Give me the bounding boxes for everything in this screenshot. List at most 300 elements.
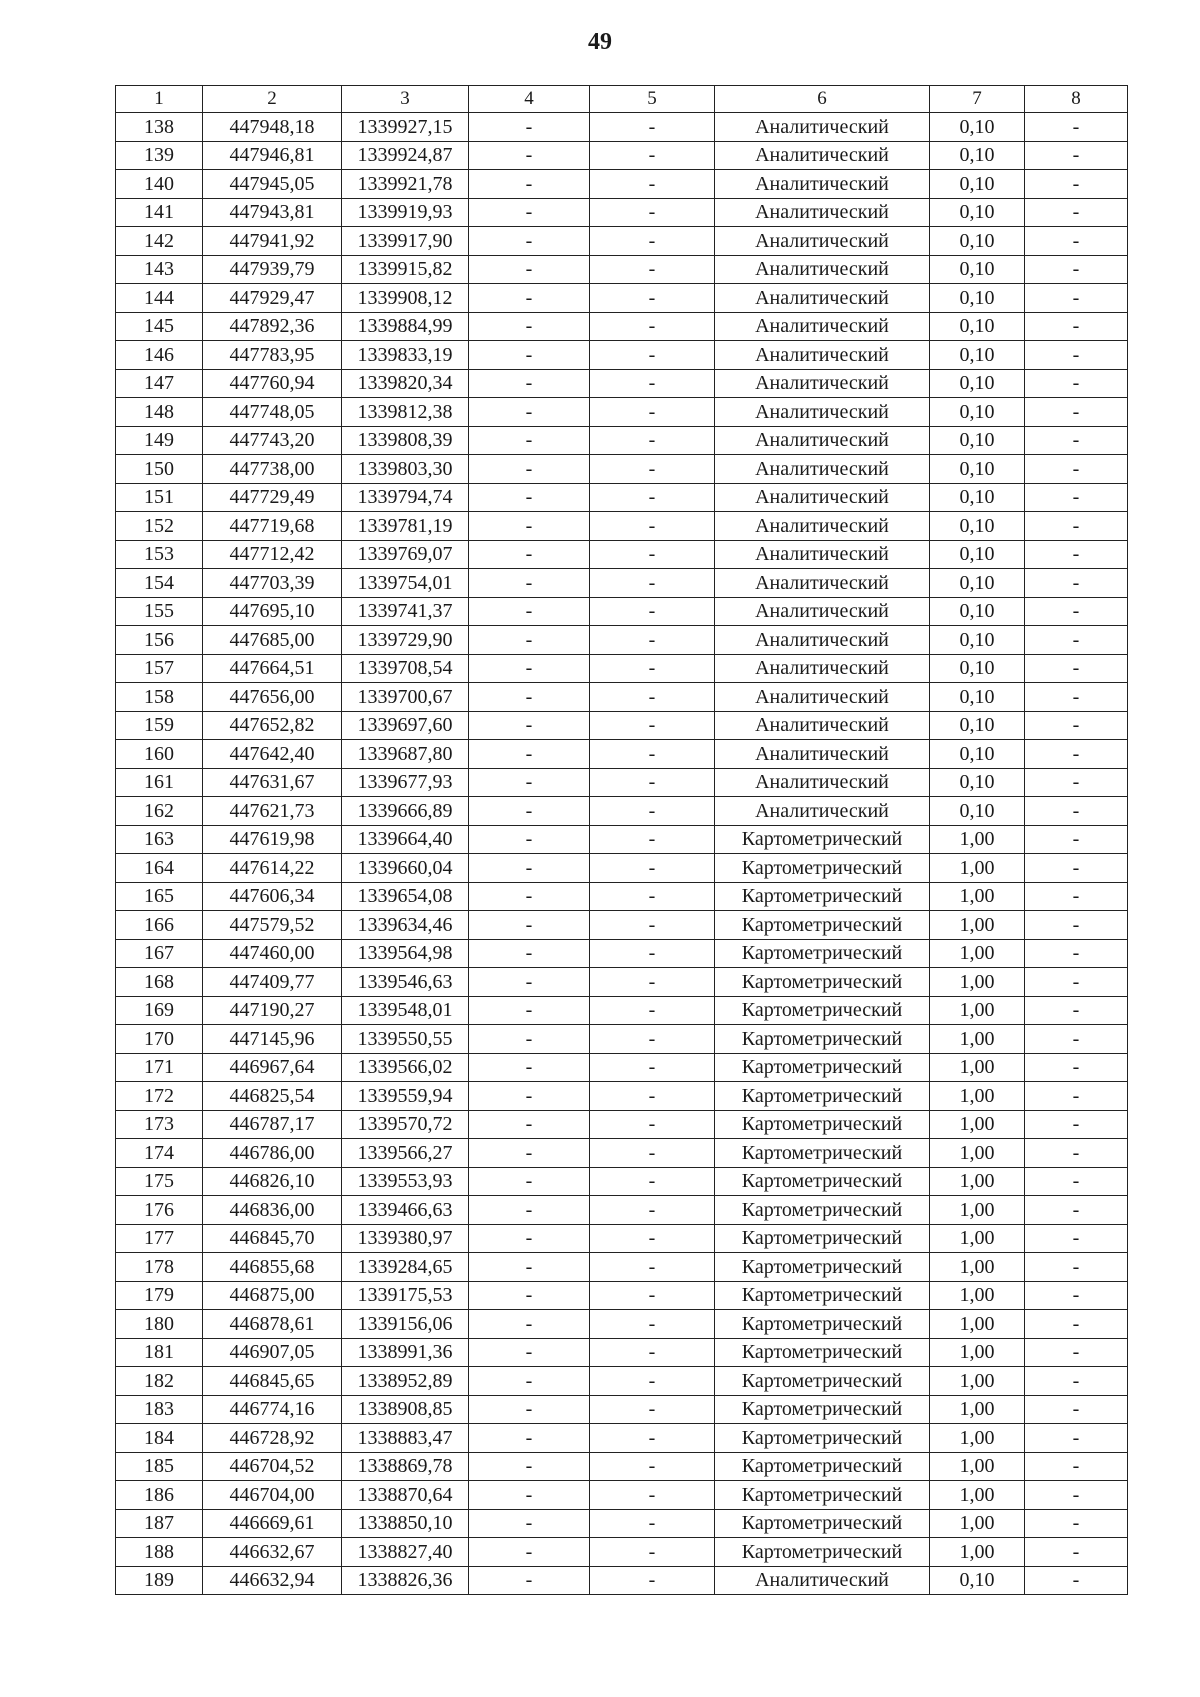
column-header: 8 bbox=[1025, 86, 1128, 113]
col8-value: - bbox=[1025, 1139, 1128, 1168]
point-number: 174 bbox=[116, 1139, 203, 1168]
x-coordinate: 446632,67 bbox=[203, 1538, 342, 1567]
method-cell: Аналитический bbox=[715, 455, 930, 484]
col8-value: - bbox=[1025, 1281, 1128, 1310]
col5-value: - bbox=[590, 740, 715, 769]
x-coordinate: 447939,79 bbox=[203, 255, 342, 284]
col5-value: - bbox=[590, 455, 715, 484]
table-row bbox=[116, 1481, 1128, 1510]
accuracy-cell: 1,00 bbox=[930, 1338, 1025, 1367]
col5-value: - bbox=[590, 854, 715, 883]
col8-value: - bbox=[1025, 369, 1128, 398]
point-number: 169 bbox=[116, 996, 203, 1025]
method-cell: Аналитический bbox=[715, 540, 930, 569]
col5-value: - bbox=[590, 911, 715, 940]
col4-value: - bbox=[469, 1196, 590, 1225]
col5-value: - bbox=[590, 1139, 715, 1168]
col5-value: - bbox=[590, 398, 715, 427]
col8-value: - bbox=[1025, 911, 1128, 940]
method-cell: Картометрический bbox=[715, 1310, 930, 1339]
page-number: 49 bbox=[588, 29, 612, 55]
col5-value: - bbox=[590, 882, 715, 911]
col8-value: - bbox=[1025, 540, 1128, 569]
col4-value: - bbox=[469, 113, 590, 142]
accuracy-cell: 1,00 bbox=[930, 825, 1025, 854]
table-row bbox=[116, 540, 1128, 569]
accuracy-cell: 0,10 bbox=[930, 455, 1025, 484]
point-number: 153 bbox=[116, 540, 203, 569]
col4-value: - bbox=[469, 284, 590, 313]
table-row bbox=[116, 198, 1128, 227]
table-row bbox=[116, 825, 1128, 854]
method-cell: Аналитический bbox=[715, 654, 930, 683]
accuracy-cell: 1,00 bbox=[930, 882, 1025, 911]
table-row bbox=[116, 1310, 1128, 1339]
x-coordinate: 447460,00 bbox=[203, 939, 342, 968]
point-number: 171 bbox=[116, 1053, 203, 1082]
y-coordinate: 1339812,38 bbox=[342, 398, 469, 427]
accuracy-cell: 1,00 bbox=[930, 1110, 1025, 1139]
point-number: 163 bbox=[116, 825, 203, 854]
method-cell: Картометрический bbox=[715, 939, 930, 968]
accuracy-cell: 0,10 bbox=[930, 312, 1025, 341]
table-row bbox=[116, 768, 1128, 797]
col8-value: - bbox=[1025, 996, 1128, 1025]
col8-value: - bbox=[1025, 825, 1128, 854]
col8-value: - bbox=[1025, 797, 1128, 826]
point-number: 183 bbox=[116, 1395, 203, 1424]
y-coordinate: 1339927,15 bbox=[342, 113, 469, 142]
y-coordinate: 1339548,01 bbox=[342, 996, 469, 1025]
accuracy-cell: 0,10 bbox=[930, 711, 1025, 740]
col5-value: - bbox=[590, 1281, 715, 1310]
table-row bbox=[116, 626, 1128, 655]
method-cell: Аналитический bbox=[715, 284, 930, 313]
method-cell: Аналитический bbox=[715, 198, 930, 227]
point-number: 184 bbox=[116, 1424, 203, 1453]
col8-value: - bbox=[1025, 1196, 1128, 1225]
table-row bbox=[116, 1253, 1128, 1282]
point-number: 154 bbox=[116, 569, 203, 598]
x-coordinate: 446825,54 bbox=[203, 1082, 342, 1111]
point-number: 147 bbox=[116, 369, 203, 398]
point-number: 177 bbox=[116, 1224, 203, 1253]
method-cell: Аналитический bbox=[715, 768, 930, 797]
method-cell: Аналитический bbox=[715, 341, 930, 370]
col8-value: - bbox=[1025, 597, 1128, 626]
method-cell: Картометрический bbox=[715, 1481, 930, 1510]
point-number: 158 bbox=[116, 683, 203, 712]
accuracy-cell: 0,10 bbox=[930, 113, 1025, 142]
accuracy-cell: 1,00 bbox=[930, 996, 1025, 1025]
col4-value: - bbox=[469, 854, 590, 883]
col5-value: - bbox=[590, 284, 715, 313]
y-coordinate: 1339884,99 bbox=[342, 312, 469, 341]
col4-value: - bbox=[469, 540, 590, 569]
y-coordinate: 1339546,63 bbox=[342, 968, 469, 997]
table-row bbox=[116, 341, 1128, 370]
x-coordinate: 446967,64 bbox=[203, 1053, 342, 1082]
method-cell: Аналитический bbox=[715, 797, 930, 826]
x-coordinate: 447892,36 bbox=[203, 312, 342, 341]
table-row bbox=[116, 170, 1128, 199]
col5-value: - bbox=[590, 996, 715, 1025]
y-coordinate: 1339466,63 bbox=[342, 1196, 469, 1225]
method-cell: Аналитический bbox=[715, 398, 930, 427]
accuracy-cell: 0,10 bbox=[930, 768, 1025, 797]
accuracy-cell: 0,10 bbox=[930, 740, 1025, 769]
y-coordinate: 1339808,39 bbox=[342, 426, 469, 455]
col4-value: - bbox=[469, 911, 590, 940]
table-row bbox=[116, 312, 1128, 341]
col8-value: - bbox=[1025, 312, 1128, 341]
point-number: 161 bbox=[116, 768, 203, 797]
col4-value: - bbox=[469, 312, 590, 341]
method-cell: Аналитический bbox=[715, 1566, 930, 1595]
col8-value: - bbox=[1025, 882, 1128, 911]
method-cell: Картометрический bbox=[715, 854, 930, 883]
col4-value: - bbox=[469, 1224, 590, 1253]
col8-value: - bbox=[1025, 1395, 1128, 1424]
col4-value: - bbox=[469, 512, 590, 541]
col4-value: - bbox=[469, 1509, 590, 1538]
x-coordinate: 447946,81 bbox=[203, 141, 342, 170]
col4-value: - bbox=[469, 740, 590, 769]
x-coordinate: 446878,61 bbox=[203, 1310, 342, 1339]
method-cell: Картометрический bbox=[715, 1082, 930, 1111]
method-cell: Картометрический bbox=[715, 1338, 930, 1367]
col5-value: - bbox=[590, 227, 715, 256]
col5-value: - bbox=[590, 141, 715, 170]
method-cell: Картометрический bbox=[715, 1424, 930, 1453]
x-coordinate: 447631,67 bbox=[203, 768, 342, 797]
col5-value: - bbox=[590, 512, 715, 541]
col5-value: - bbox=[590, 626, 715, 655]
y-coordinate: 1339908,12 bbox=[342, 284, 469, 313]
col5-value: - bbox=[590, 540, 715, 569]
point-number: 170 bbox=[116, 1025, 203, 1054]
col5-value: - bbox=[590, 797, 715, 826]
x-coordinate: 447190,27 bbox=[203, 996, 342, 1025]
y-coordinate: 1339156,06 bbox=[342, 1310, 469, 1339]
point-number: 178 bbox=[116, 1253, 203, 1282]
x-coordinate: 447743,20 bbox=[203, 426, 342, 455]
point-number: 180 bbox=[116, 1310, 203, 1339]
col5-value: - bbox=[590, 1224, 715, 1253]
x-coordinate: 447145,96 bbox=[203, 1025, 342, 1054]
x-coordinate: 447695,10 bbox=[203, 597, 342, 626]
method-cell: Аналитический bbox=[715, 512, 930, 541]
accuracy-cell: 0,10 bbox=[930, 341, 1025, 370]
table-row bbox=[116, 683, 1128, 712]
y-coordinate: 1339741,37 bbox=[342, 597, 469, 626]
col4-value: - bbox=[469, 1082, 590, 1111]
method-cell: Картометрический bbox=[715, 1196, 930, 1225]
table-row bbox=[116, 968, 1128, 997]
table-row bbox=[116, 1281, 1128, 1310]
point-number: 139 bbox=[116, 141, 203, 170]
y-coordinate: 1339921,78 bbox=[342, 170, 469, 199]
x-coordinate: 447760,94 bbox=[203, 369, 342, 398]
col8-value: - bbox=[1025, 654, 1128, 683]
method-cell: Аналитический bbox=[715, 369, 930, 398]
accuracy-cell: 1,00 bbox=[930, 854, 1025, 883]
method-cell: Картометрический bbox=[715, 1452, 930, 1481]
col5-value: - bbox=[590, 1253, 715, 1282]
accuracy-cell: 1,00 bbox=[930, 1253, 1025, 1282]
col5-value: - bbox=[590, 768, 715, 797]
accuracy-cell: 1,00 bbox=[930, 939, 1025, 968]
y-coordinate: 1339754,01 bbox=[342, 569, 469, 598]
col4-value: - bbox=[469, 768, 590, 797]
method-cell: Аналитический bbox=[715, 227, 930, 256]
table-row bbox=[116, 1167, 1128, 1196]
table-row bbox=[116, 1110, 1128, 1139]
point-number: 145 bbox=[116, 312, 203, 341]
accuracy-cell: 0,10 bbox=[930, 569, 1025, 598]
accuracy-cell: 0,10 bbox=[930, 626, 1025, 655]
accuracy-cell: 0,10 bbox=[930, 654, 1025, 683]
accuracy-cell: 1,00 bbox=[930, 1281, 1025, 1310]
method-cell: Картометрический bbox=[715, 1224, 930, 1253]
table-row bbox=[116, 911, 1128, 940]
col4-value: - bbox=[469, 569, 590, 598]
col5-value: - bbox=[590, 1338, 715, 1367]
point-number: 148 bbox=[116, 398, 203, 427]
col5-value: - bbox=[590, 1167, 715, 1196]
method-cell: Картометрический bbox=[715, 1509, 930, 1538]
method-cell: Аналитический bbox=[715, 170, 930, 199]
y-coordinate: 1339175,53 bbox=[342, 1281, 469, 1310]
method-cell: Картометрический bbox=[715, 1253, 930, 1282]
col4-value: - bbox=[469, 1310, 590, 1339]
column-header: 7 bbox=[930, 86, 1025, 113]
x-coordinate: 446907,05 bbox=[203, 1338, 342, 1367]
col8-value: - bbox=[1025, 255, 1128, 284]
x-coordinate: 447712,42 bbox=[203, 540, 342, 569]
col5-value: - bbox=[590, 968, 715, 997]
point-number: 189 bbox=[116, 1566, 203, 1595]
table-row bbox=[116, 569, 1128, 598]
table-row bbox=[116, 711, 1128, 740]
y-coordinate: 1339915,82 bbox=[342, 255, 469, 284]
method-cell: Аналитический bbox=[715, 597, 930, 626]
col8-value: - bbox=[1025, 711, 1128, 740]
table-row bbox=[116, 113, 1128, 142]
accuracy-cell: 1,00 bbox=[930, 1452, 1025, 1481]
point-number: 157 bbox=[116, 654, 203, 683]
table-row bbox=[116, 1566, 1128, 1595]
x-coordinate: 446826,10 bbox=[203, 1167, 342, 1196]
col8-value: - bbox=[1025, 683, 1128, 712]
accuracy-cell: 0,10 bbox=[930, 141, 1025, 170]
table-row bbox=[116, 740, 1128, 769]
col4-value: - bbox=[469, 683, 590, 712]
col8-value: - bbox=[1025, 1253, 1128, 1282]
point-number: 172 bbox=[116, 1082, 203, 1111]
column-header: 3 bbox=[342, 86, 469, 113]
accuracy-cell: 1,00 bbox=[930, 1310, 1025, 1339]
column-header: 4 bbox=[469, 86, 590, 113]
method-cell: Картометрический bbox=[715, 882, 930, 911]
y-coordinate: 1339660,04 bbox=[342, 854, 469, 883]
col8-value: - bbox=[1025, 141, 1128, 170]
y-coordinate: 1339570,72 bbox=[342, 1110, 469, 1139]
col4-value: - bbox=[469, 369, 590, 398]
point-number: 188 bbox=[116, 1538, 203, 1567]
col8-value: - bbox=[1025, 1082, 1128, 1111]
x-coordinate: 447703,39 bbox=[203, 569, 342, 598]
y-coordinate: 1339919,93 bbox=[342, 198, 469, 227]
y-coordinate: 1339820,34 bbox=[342, 369, 469, 398]
table-row bbox=[116, 227, 1128, 256]
col4-value: - bbox=[469, 1167, 590, 1196]
col4-value: - bbox=[469, 1481, 590, 1510]
method-cell: Картометрический bbox=[715, 825, 930, 854]
table-row bbox=[116, 455, 1128, 484]
y-coordinate: 1339380,97 bbox=[342, 1224, 469, 1253]
point-number: 176 bbox=[116, 1196, 203, 1225]
col4-value: - bbox=[469, 654, 590, 683]
coordinates-table bbox=[115, 85, 1128, 1595]
column-header: 1 bbox=[116, 86, 203, 113]
point-number: 165 bbox=[116, 882, 203, 911]
col4-value: - bbox=[469, 1395, 590, 1424]
accuracy-cell: 0,10 bbox=[930, 540, 1025, 569]
col8-value: - bbox=[1025, 1025, 1128, 1054]
col4-value: - bbox=[469, 255, 590, 284]
method-cell: Картометрический bbox=[715, 1053, 930, 1082]
col5-value: - bbox=[590, 1509, 715, 1538]
col4-value: - bbox=[469, 198, 590, 227]
method-cell: Картометрический bbox=[715, 911, 930, 940]
y-coordinate: 1338870,64 bbox=[342, 1481, 469, 1510]
x-coordinate: 447719,68 bbox=[203, 512, 342, 541]
accuracy-cell: 1,00 bbox=[930, 1395, 1025, 1424]
col8-value: - bbox=[1025, 1053, 1128, 1082]
col4-value: - bbox=[469, 141, 590, 170]
col5-value: - bbox=[590, 1196, 715, 1225]
col4-value: - bbox=[469, 1566, 590, 1595]
col5-value: - bbox=[590, 170, 715, 199]
col8-value: - bbox=[1025, 968, 1128, 997]
col8-value: - bbox=[1025, 1110, 1128, 1139]
y-coordinate: 1339566,27 bbox=[342, 1139, 469, 1168]
y-coordinate: 1338827,40 bbox=[342, 1538, 469, 1567]
point-number: 146 bbox=[116, 341, 203, 370]
col8-value: - bbox=[1025, 1452, 1128, 1481]
accuracy-cell: 1,00 bbox=[930, 911, 1025, 940]
y-coordinate: 1339700,67 bbox=[342, 683, 469, 712]
method-cell: Аналитический bbox=[715, 740, 930, 769]
y-coordinate: 1338850,10 bbox=[342, 1509, 469, 1538]
col5-value: - bbox=[590, 569, 715, 598]
y-coordinate: 1339833,19 bbox=[342, 341, 469, 370]
x-coordinate: 447579,52 bbox=[203, 911, 342, 940]
point-number: 164 bbox=[116, 854, 203, 883]
col8-value: - bbox=[1025, 1509, 1128, 1538]
y-coordinate: 1339924,87 bbox=[342, 141, 469, 170]
x-coordinate: 447652,82 bbox=[203, 711, 342, 740]
col4-value: - bbox=[469, 1253, 590, 1282]
method-cell: Картометрический bbox=[715, 1367, 930, 1396]
x-coordinate: 446704,52 bbox=[203, 1452, 342, 1481]
table-row bbox=[116, 483, 1128, 512]
x-coordinate: 447614,22 bbox=[203, 854, 342, 883]
method-cell: Картометрический bbox=[715, 968, 930, 997]
accuracy-cell: 1,00 bbox=[930, 1367, 1025, 1396]
point-number: 166 bbox=[116, 911, 203, 940]
accuracy-cell: 1,00 bbox=[930, 1139, 1025, 1168]
point-number: 181 bbox=[116, 1338, 203, 1367]
col8-value: - bbox=[1025, 113, 1128, 142]
y-coordinate: 1338869,78 bbox=[342, 1452, 469, 1481]
accuracy-cell: 0,10 bbox=[930, 284, 1025, 313]
x-coordinate: 447948,18 bbox=[203, 113, 342, 142]
y-coordinate: 1339559,94 bbox=[342, 1082, 469, 1111]
table-row bbox=[116, 597, 1128, 626]
x-coordinate: 446845,65 bbox=[203, 1367, 342, 1396]
table-header-row bbox=[116, 86, 1128, 113]
col8-value: - bbox=[1025, 426, 1128, 455]
table-row bbox=[116, 882, 1128, 911]
col8-value: - bbox=[1025, 227, 1128, 256]
col8-value: - bbox=[1025, 569, 1128, 598]
method-cell: Картометрический bbox=[715, 1110, 930, 1139]
point-number: 156 bbox=[116, 626, 203, 655]
table-row bbox=[116, 1139, 1128, 1168]
point-number: 182 bbox=[116, 1367, 203, 1396]
y-coordinate: 1339550,55 bbox=[342, 1025, 469, 1054]
col8-value: - bbox=[1025, 740, 1128, 769]
col5-value: - bbox=[590, 654, 715, 683]
x-coordinate: 446855,68 bbox=[203, 1253, 342, 1282]
x-coordinate: 447656,00 bbox=[203, 683, 342, 712]
col5-value: - bbox=[590, 1025, 715, 1054]
x-coordinate: 446875,00 bbox=[203, 1281, 342, 1310]
y-coordinate: 1339654,08 bbox=[342, 882, 469, 911]
col8-value: - bbox=[1025, 1424, 1128, 1453]
y-coordinate: 1339794,74 bbox=[342, 483, 469, 512]
accuracy-cell: 0,10 bbox=[930, 170, 1025, 199]
x-coordinate: 447685,00 bbox=[203, 626, 342, 655]
col4-value: - bbox=[469, 1367, 590, 1396]
col8-value: - bbox=[1025, 1310, 1128, 1339]
col4-value: - bbox=[469, 882, 590, 911]
table-row bbox=[116, 1509, 1128, 1538]
accuracy-cell: 1,00 bbox=[930, 1224, 1025, 1253]
table-row bbox=[116, 369, 1128, 398]
col5-value: - bbox=[590, 1110, 715, 1139]
y-coordinate: 1339781,19 bbox=[342, 512, 469, 541]
point-number: 149 bbox=[116, 426, 203, 455]
col8-value: - bbox=[1025, 854, 1128, 883]
y-coordinate: 1339803,30 bbox=[342, 455, 469, 484]
table-row bbox=[116, 1224, 1128, 1253]
y-coordinate: 1339917,90 bbox=[342, 227, 469, 256]
accuracy-cell: 0,10 bbox=[930, 426, 1025, 455]
col5-value: - bbox=[590, 198, 715, 227]
col8-value: - bbox=[1025, 1538, 1128, 1567]
point-number: 140 bbox=[116, 170, 203, 199]
x-coordinate: 446787,17 bbox=[203, 1110, 342, 1139]
method-cell: Картометрический bbox=[715, 996, 930, 1025]
table-row bbox=[116, 255, 1128, 284]
point-number: 160 bbox=[116, 740, 203, 769]
point-number: 167 bbox=[116, 939, 203, 968]
col5-value: - bbox=[590, 1538, 715, 1567]
col8-value: - bbox=[1025, 626, 1128, 655]
